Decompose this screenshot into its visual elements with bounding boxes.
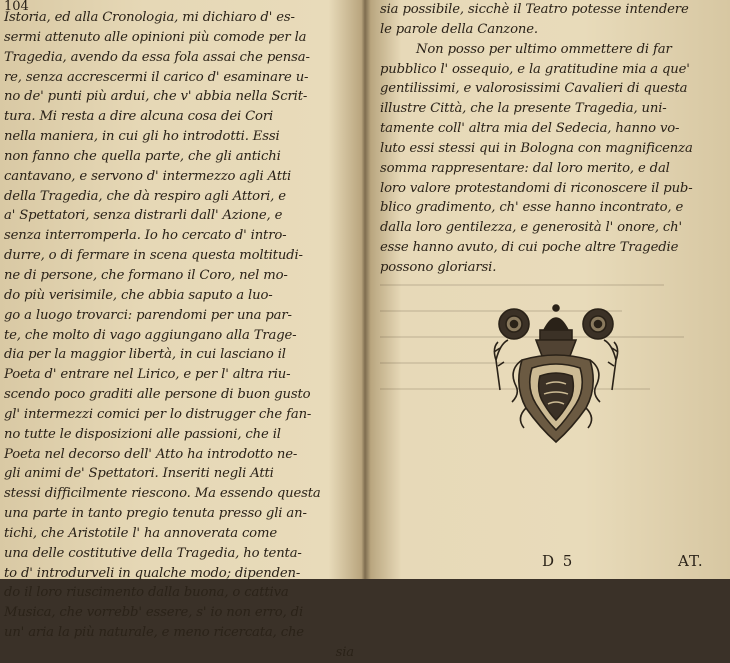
text-line: re, senza accrescermi il carico d' esaminare u- (4, 69, 309, 85)
text-line: durre, o di fermare in scena questa moltitudi- (4, 248, 303, 264)
text-line: possono gloriarsi. (380, 259, 497, 275)
text-line: Poeta d' entrare nel Lirico, e per l' altra riu- (4, 367, 291, 383)
text-line: dalla loro gentilezza, e generosità l' onore, ch' (380, 220, 682, 236)
text-line: tura. Mi resta a dire alcuna cosa dei Cori (4, 109, 274, 125)
text-line: pubblico l' ossequio, e la gratitudine mia a que' (380, 61, 690, 77)
text-line: Non posso per ultimo ommettere di far (416, 41, 672, 57)
page-number: 104 (4, 0, 29, 14)
signature-mark: D 5 (542, 552, 575, 570)
text-line: somma rappresentare: dal loro merito, e dal (380, 160, 670, 176)
text-line: sermi attenuto alle opinioni più comode per la (4, 29, 307, 45)
text-line: sia possibile, sicchè il Teatro potesse intendere (380, 2, 689, 17)
text-line: gl' intermezzi comici per lo distrugger che fan- (4, 406, 312, 422)
text-line: scendo poco graditi alle persone di buon gusto (4, 387, 311, 403)
text-line: do più verisimile, che abbia saputo a luo- (4, 287, 273, 303)
text-line: to d' introdurveli in qualche modo; dipenden- (4, 565, 301, 581)
printers-device-ornament-icon (486, 300, 626, 446)
right-page-text (380, 0, 726, 278)
text-line: tichi, che Aristotile l' ha annoverata come (4, 525, 277, 541)
text-line: blico gradimento, ch' esse hanno incontrato, e (380, 200, 684, 216)
text-line: senza interromperla. Io ho cercato d' intro- (4, 228, 287, 244)
text-line: cantavano, e servono d' intermezzo agli Atti (4, 168, 292, 184)
text-line: esse hanno avuto, di cui poche altre Tragedie (380, 240, 679, 256)
text-line: no de' punti più ardui, che v' abbia nella Scrit- (4, 89, 308, 105)
text-line: Tragedia, avendo da essa fola assai che pensa- (4, 49, 310, 65)
text-line: loro valore protestandomi di riconoscere il pub- (380, 180, 693, 196)
text-line: Musica, che vorrebb' essere, s' io non erro, di (4, 605, 304, 621)
text-line: Istoria, ed alla Cronologia, mi dichiaro d' es- (4, 10, 295, 25)
text-line: un' aria la più naturale, e meno ricercata, che (4, 625, 304, 641)
text-line: dia per la maggior libertà, in cui lasciano il (4, 347, 286, 363)
text-line: do il loro riuscimento dalla buona, o cattiva (4, 585, 289, 601)
text-line: illustre Città, che la presente Tragedia, uni- (380, 101, 667, 117)
text-line: ne di persone, che formano il Coro, nel mo- (4, 267, 288, 283)
text-line: tamente coll' altra mia del Sedecia, hanno vo- (380, 121, 680, 137)
text-line: luto essi stessi qui in Bologna con magnificenza (380, 140, 693, 156)
text-line: una delle costitutive della Tragedia, ho tenta- (4, 545, 302, 561)
catchword: AT. (678, 552, 704, 570)
text-line: Poeta nel decorso dell' Atto ha introdotto ne- (4, 446, 298, 462)
text-line: non fanno che quella parte, che gli antichi (4, 148, 281, 164)
text-line: no tutte le disposizioni alle passioni, che il (4, 426, 281, 442)
left-page (0, 0, 364, 660)
text-line: le parole della Canzone. (380, 21, 538, 37)
text-line: nella maniera, in cui gli ho introdotti. Essi (4, 129, 280, 145)
left-page-text (4, 8, 360, 663)
text-line: della Tragedia, che dà respiro agli Attori, e (4, 188, 286, 204)
text-line: go a luogo trovarci: parendomi per una par- (4, 307, 292, 323)
text-line: sia (335, 645, 354, 660)
text-line: a' Spettatori, senza distrarli dall' Azione, e (4, 208, 283, 224)
text-line: gli animi de' Spettatori. Inseriti negli Atti (4, 466, 274, 482)
text-line: gentilissimi, e valorosissimi Cavalieri di questa (380, 81, 688, 97)
text-line: stessi difficilmente riescono. Ma essendo questa (4, 486, 321, 502)
right-page (366, 0, 730, 579)
text-line: una parte in tanto pregio tenuta presso gli an- (4, 506, 307, 522)
text-line: te, che molto di vago aggiungano alla Trage- (4, 327, 297, 343)
